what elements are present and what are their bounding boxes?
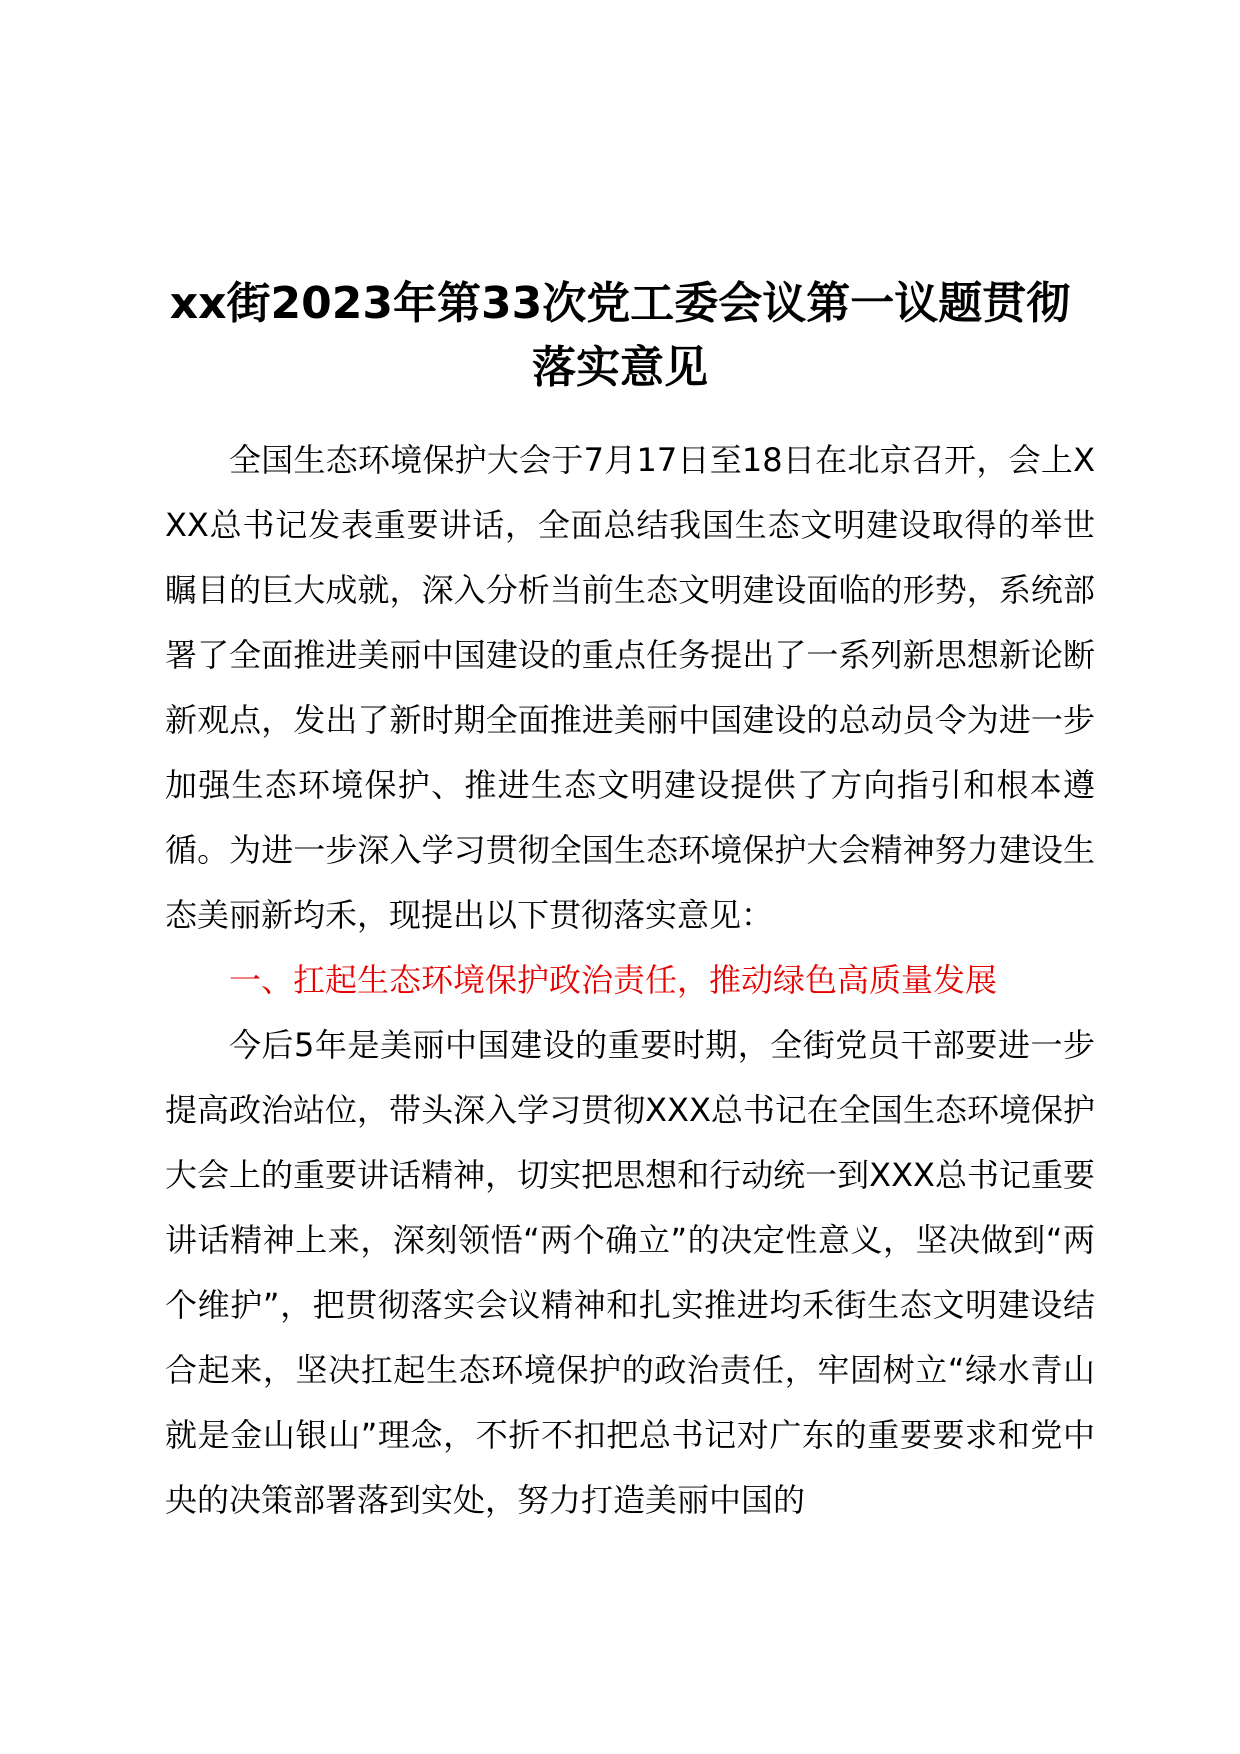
section-paragraph: 今后5年是美丽中国建设的重要时期，全街党员干部要进一步提高政治站位，带头深入学习贯彻XXX总书记在全国生态环境保护大会上的重要讲话精神，切实把思想和行动统一到XXX总书记重要讲话精神上来，深刻领悟“两个确立”的决定性意义，坚决做到“两个维护”，把贯彻落实会议精神和扎实推进均禾街生态文明建设结合起来，坚决扛起生态环境保护的政治责任，牢固树立“绿水青山就是金山银山”理念，不折不扣把总书记对广东的重要要求和党中央的决策部署落到实处，努力打造美丽中国的 [165, 1026, 1095, 1519]
section-heading: 一、扛起生态环境保护政治责任，推动绿色高质量发展 [229, 961, 998, 999]
document-title: xx街2023年第33次党工委会议第一议题贯彻落实意见 [169, 278, 1071, 393]
intro-paragraph: 全国生态环境保护大会于7月17日至18日在北京召开，会上XXX总书记发表重要讲话，全面总结我国生态文明建设取得的举世瞩目的巨大成就，深入分析当前生态文明建设面临的形势，系统部署了全面推进美丽中国建设的重点任务提出了一系列新思想新论断新观点，发出了新时期全面推进美丽中国建设的总动员令为进一步加强生态环境保护、推进生态文明建设提供了方向指引和根本遵循。为进一步深入学习贯彻全国生态环境保护大会精神努力建设生态美丽新均禾，现提出以下贯彻落实意见： [165, 441, 1095, 934]
